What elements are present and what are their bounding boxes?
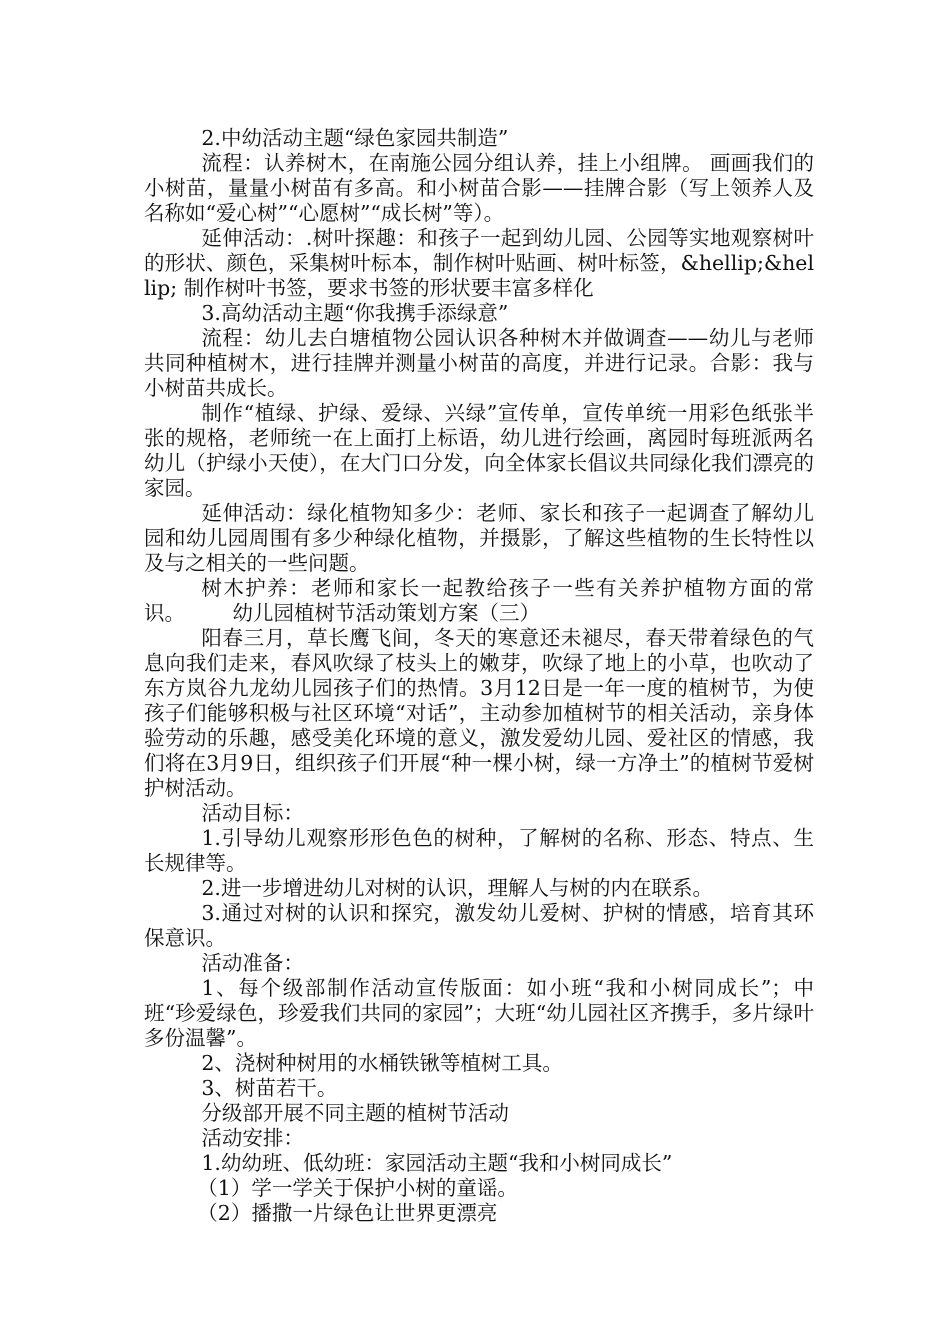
paragraph: 1.幼幼班、低幼班：家园活动主题“我和小树同成长” xyxy=(201,1151,673,1175)
paragraph: 3.通过对树的认识和探究，激发幼儿爱树、护树的情感，培育其环保意识。 xyxy=(144,901,814,950)
paragraph: 树木护养：老师和家长一起教给孩子一些有关养护植物方面的常识。 幼儿园植树节活动策划方案（三） xyxy=(144,576,814,625)
paragraph: 2、浇树种树用的水桶铁锹等植树工具。 xyxy=(201,1051,563,1075)
paragraph: 活动目标： xyxy=(201,801,304,825)
paragraph: 1.引导幼儿观察形形色色的树种，了解树的名称、形态、特点、生长规律等。 xyxy=(144,826,814,875)
paragraph: 活动安排： xyxy=(201,1126,304,1150)
paragraph: 延伸活动：绿化植物知多少：老师、家长和孩子一起调查了解幼儿园和幼儿园周围有多少种绿化植物，并摄影，了解这些植物的生长特性以及与之相关的一些问题。 xyxy=(144,501,814,575)
paragraph: 活动准备： xyxy=(201,951,304,975)
paragraph: 分级部开展不同主题的植树节活动 xyxy=(201,1101,509,1125)
paragraph: 3.高幼活动主题“你我携手添绿意” xyxy=(201,301,509,325)
paragraph: 制作“植绿、护绿、爱绿、兴绿”宣传单，宣传单统一用彩色纸张半张的规格，老师统一在上面打上标语，幼儿进行绘画，离园时每班派两名幼儿（护绿小天使），在大门口分发，向全体家长倡议共同绿化我们漂亮的家园。 xyxy=(144,401,814,500)
paragraph: 流程：幼儿去白塘植物公园认识各种树木并做调查——幼儿与老师共同种植树木，进行挂牌并测量小树苗的高度，并进行记录。合影：我与小树苗共成长。 xyxy=(144,326,814,400)
paragraph: 流程：认养树木，在南施公园分组认养，挂上小组牌。 画画我们的小树苗，量量小树苗有多高。和小树苗合影——挂牌合影（写上领养人及名称如“爱心树”“心愿树”“成长树”等）。 xyxy=(144,151,814,225)
paragraph: 1、每个级部制作活动宣传版面：如小班“我和小树同成长”；中班“珍爱绿色，珍爱我们共同的家园”；大班“幼儿园社区齐携手，多片绿叶多份温馨”。 xyxy=(144,976,814,1050)
document-body xyxy=(144,126,814,1226)
paragraph: （2）播撒一片绿色让世界更漂亮 xyxy=(197,1201,498,1225)
paragraph: （1）学一学关于保护小树的童谣。 xyxy=(197,1176,518,1200)
paragraph: 延伸活动：.树叶探趣：和孩子一起到幼儿园、公园等实地观察树叶的形状、颜色，采集树叶标本，制作树叶贴画、树叶标签，&hellip;&hellip; 制作树叶书签，要求书签的形状要丰富多样化 xyxy=(144,226,814,300)
paragraph: 2.进一步增进幼儿对树的认识，理解人与树的内在联系。 xyxy=(201,876,713,900)
paragraph: 阳春三月，草长鹰飞间，冬天的寒意还未褪尽，春天带着绿色的气息向我们走来，春风吹绿了枝头上的嫩芽，吹绿了地上的小草，也吹动了东方岚谷九龙幼儿园孩子们的热情。3月12日是一年一度的植树节，为使孩子们能够积极与社区环境“对话”，主动参加植树节的相关活动，亲身体验劳动的乐趣，感受美化环境的意义，激发爱幼儿园、爱社区的情感，我们将在3月9日，组织孩子们开展“种一棵小树，绿一方净土”的植树节爱树护树活动。 xyxy=(144,626,814,800)
paragraph: 3、树苗若干。 xyxy=(201,1076,338,1100)
paragraph: 2.中幼活动主题“绿色家园共制造” xyxy=(201,126,509,150)
